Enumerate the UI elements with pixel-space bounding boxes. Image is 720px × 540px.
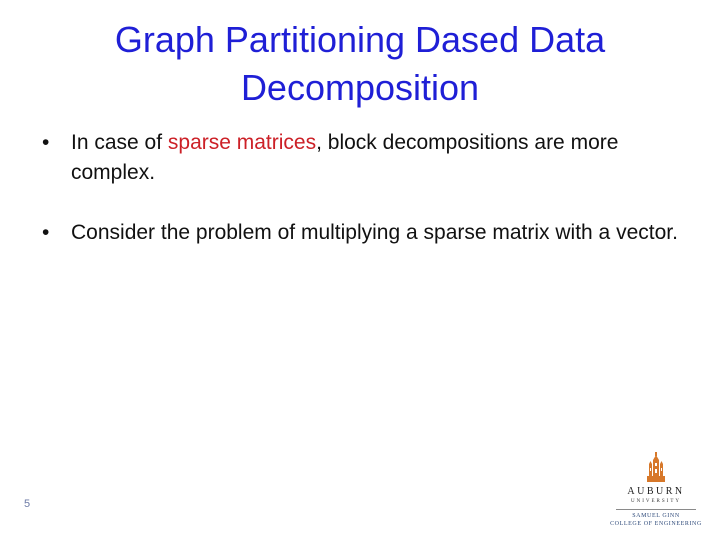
auburn-tower-icon [646,452,666,484]
bullet-item-sparse-matrix-vector [40,218,680,248]
logo-college-line1: SAMUEL GINN [632,513,680,519]
logo-college-line2: COLLEGE OF ENGINEERING [610,521,702,527]
slide-title: Graph Partitioning Dased Data Decomposition [114,19,606,108]
bullet-marker: • [42,131,50,154]
page-number: 5 [24,498,31,510]
highlighted-term: sparse matrices [167,131,317,154]
bullet-text-after: , block decompositions are more complex. [71,131,619,184]
logo-divider [616,509,696,510]
logo-name: AUBURN [627,486,685,497]
bullet-text-before: In case of [71,131,168,154]
bullet-marker: • [42,221,50,244]
auburn-logo [606,452,706,536]
bullet-item-sparse-matrices [40,128,680,188]
bullet-list [40,128,680,248]
bullet-text: Consider the problem of multiplying a sparse matrix with a vector. [71,221,678,244]
logo-subtitle: UNIVERSITY [631,499,681,504]
